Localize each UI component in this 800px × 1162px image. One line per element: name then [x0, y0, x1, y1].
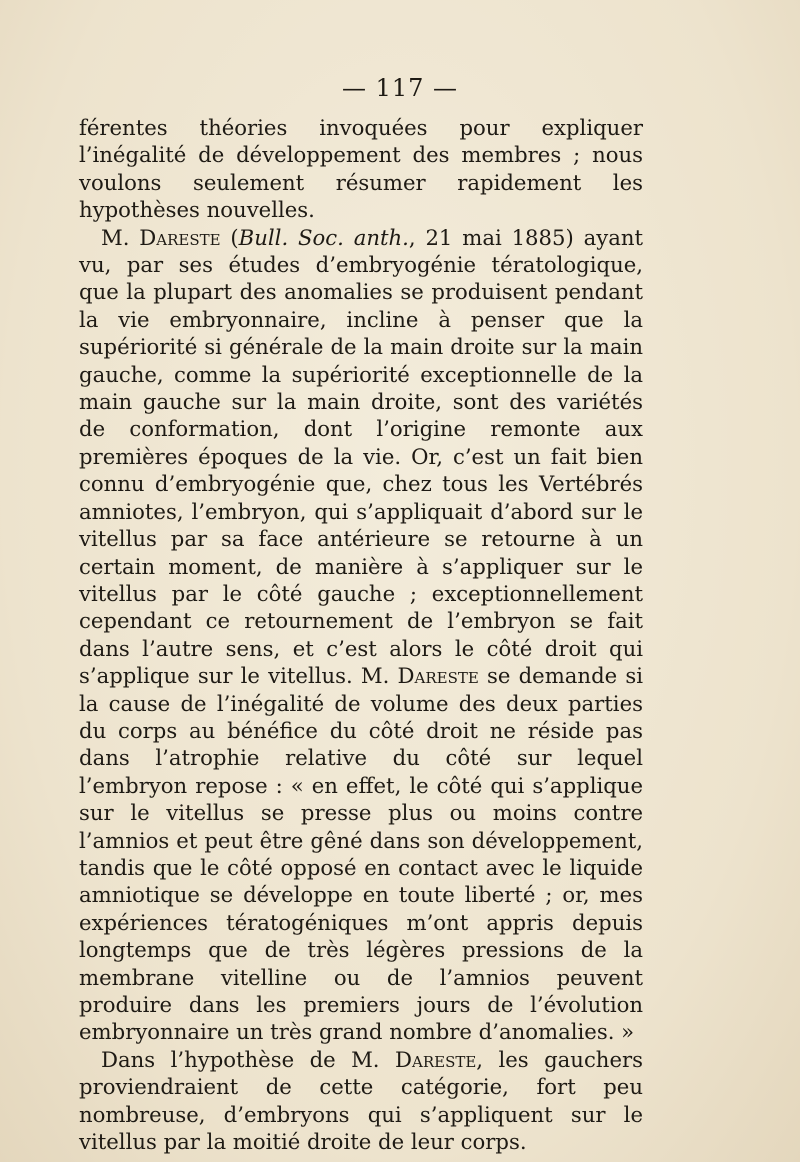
- paragraph-3: [79, 1046, 643, 1156]
- p2-body-1: , 21 mai 1885) ayant vu, par ses études d’embryogénie tératologique, que la plupart des anomalies se produisent pendant la vie embryonnaire, incline à penser que la supériorité si générale de la main droite sur la main gauche, comme la supériorité exceptionnelle de la main gauche sur la main droite, sont des variétés de conformation, dont l’origine remonte aux premières époques de la vie. Or, c’est un fait bien connu d’embryogénie que, chez tous les Vertébrés amniotes, l’embryon, qui s’appliquait d’abord sur le vitellus par sa face antérieure se retourne à un certain moment, de manière à s’appliquer sur le vitellus par le côté gauche ; exceptionnellement cependant ce retournement de l’embryon se fait dans l’autre sens, et c’est alors le côté droit qui s’applique sur le vitellus. M.: [79, 224, 643, 689]
- p2-open-paren: (: [220, 224, 239, 250]
- citation: Bull. Soc. anth.: [238, 224, 409, 250]
- page-number: — 117 —: [341, 74, 459, 102]
- p3-lead: Dans l’hypothèse de M.: [101, 1046, 395, 1072]
- author-name: Dareste: [139, 224, 221, 250]
- author-name: Dareste: [397, 663, 479, 689]
- p2-body-2: se demande si la cause de l’inégalité de volume des deux parties du corps au bénéfice du côté droit ne réside pas dans l’atrophie relative du côté sur lequel l’embryon repose : « en effet, le côté qui s’applique sur le vitellus se presse plus ou moins contre l’amnios et peut être gêné dans son développement, tandis que le côté opposé en contact avec le liquide amniotique se développe en toute liberté ; or, mes expériences tératogéniques m’ont appris depuis longtemps que de très légères pressions de la membrane vitelline ou de l’amnios peuvent produire dans les premiers jours de l’évolution embryonnaire un très grand nombre d’anomalies. »: [79, 663, 643, 1045]
- paragraph-1: férentes théories invoquées pour expliquer l’inégalité de développement des membres ; nous voulons seulement résumer rapidement les hypothèses nouvelles.: [79, 115, 643, 223]
- p2-lead: M.: [101, 224, 140, 250]
- author-name: Dareste: [395, 1046, 477, 1072]
- p3-body: , les gauchers proviendraient de cette catégorie, fort peu nombreuse, d’embryons qui s’appliquent sur le vitellus par la moitié droite de leur corps.: [79, 1046, 643, 1155]
- body-text: [79, 114, 643, 1155]
- paragraph-2: [79, 224, 643, 1046]
